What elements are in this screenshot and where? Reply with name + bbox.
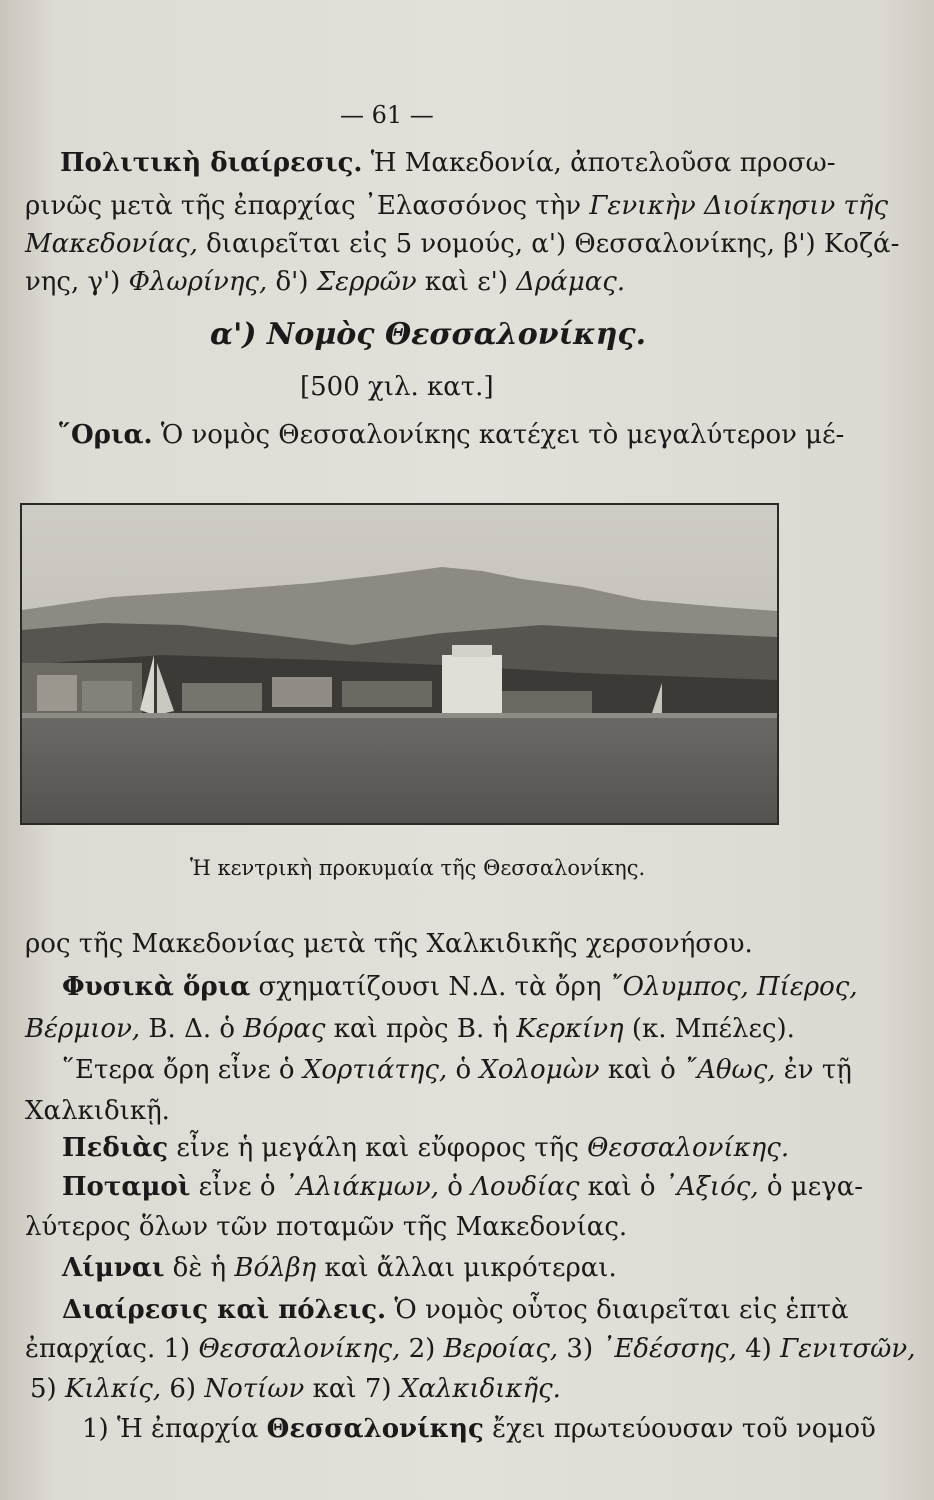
- text-run: 6): [161, 1374, 205, 1404]
- text-run: Ἡ Μακεδονία, ἀποτελοῦσα προσω-: [362, 148, 836, 178]
- text-run-italic: Βεροίας,: [443, 1334, 559, 1364]
- text-run-italic: Θεσσαλονίκης.: [587, 1133, 790, 1163]
- text-run: 2): [400, 1334, 444, 1364]
- text-run: 3): [558, 1334, 602, 1364]
- text-run: ρινῶς μετὰ τῆς ἐπαρχίας ᾿Ελασσόνος τὴν: [25, 191, 590, 221]
- text-run: ἐν τῇ: [775, 1055, 852, 1085]
- text-run: ὁ μεγα-: [758, 1172, 864, 1202]
- section-head-borders: ῞Ορια.: [58, 420, 153, 450]
- text-run-italic: Κιλκίς,: [64, 1374, 162, 1404]
- text-run: ἐπαρχίας. 1): [25, 1334, 199, 1364]
- text-run-italic: Βόρας: [243, 1014, 326, 1044]
- text-run: καὶ πρὸς Β. ἡ: [325, 1014, 517, 1044]
- text-run-italic: Σερρῶν: [316, 267, 417, 297]
- text-run: ὁ: [438, 1172, 472, 1202]
- text-run: 5): [30, 1374, 65, 1404]
- paragraph-lakes: [62, 1253, 617, 1283]
- section-head-lakes: Λίμναι: [62, 1253, 165, 1283]
- text-line: Χαλκιδικῇ.: [25, 1096, 170, 1126]
- text-run-italic: Χολομὼν: [479, 1055, 600, 1085]
- text-run: (κ. Μπέλες).: [623, 1014, 795, 1044]
- paragraph-rivers: [62, 1172, 863, 1202]
- paragraph-political-division: [60, 148, 836, 178]
- text-line: [25, 1334, 915, 1364]
- text-run: σχηματίζουσι Ν.Δ. τὰ ὄρη: [250, 972, 610, 1002]
- text-run-italic: Χαλκιδικῆς.: [399, 1374, 561, 1404]
- text-run-italic: Μακεδονίας,: [25, 229, 198, 259]
- text-run: καὶ ἄλλαι μικρότεραι.: [316, 1253, 617, 1283]
- text-run: καὶ ὁ: [599, 1055, 685, 1085]
- text-run-italic: Βέρμιον,: [25, 1014, 141, 1044]
- text-run-italic: ᾿Αξιός,: [663, 1172, 759, 1202]
- text-run-italic: Χορτιάτης,: [302, 1055, 448, 1085]
- paragraph-borders: [58, 420, 844, 450]
- text-run-italic: ᾿Εδέσσης,: [601, 1334, 737, 1364]
- text-run-bold: Θεσσαλονίκης: [266, 1414, 484, 1444]
- text-run-italic: Λουδίας: [471, 1172, 580, 1202]
- text-run-italic: ῎Ολυμπος, Πίερος,: [609, 972, 858, 1002]
- text-line: [25, 267, 625, 297]
- text-line: [30, 1374, 561, 1404]
- section-heading-nomos-thessalonikis: α') Νομὸς Θεσσαλονίκης.: [210, 317, 647, 352]
- text-run: Β. Δ. ὁ: [140, 1014, 244, 1044]
- text-run: εἶνε ἡ μεγάλη καὶ εὔφορος τῆς: [168, 1133, 588, 1163]
- text-line: ρος τῆς Μακεδονίας μετὰ τῆς Χαλκιδικῆς χερσονήσου.: [25, 929, 753, 959]
- text-run: 1) Ἡ ἐπαρχία: [82, 1414, 267, 1444]
- text-line: [25, 191, 888, 221]
- text-run: ῞Ετερα ὄρη εἶνε ὁ: [62, 1055, 303, 1085]
- text-run: ὁ: [447, 1055, 480, 1085]
- text-run: δὲ ἡ: [164, 1253, 235, 1283]
- text-run: καὶ 7): [304, 1374, 400, 1404]
- text-run-italic: Βόλβη: [234, 1253, 317, 1283]
- section-head-division-cities: Διαίρεσις καὶ πόλεις.: [62, 1295, 387, 1325]
- text-run: διαιρεῖται εἰς 5 νομούς, α') Θεσσαλονίκης, β') Κοζά-: [197, 229, 900, 259]
- text-run: Ὁ νομὸς Θεσσαλονίκης κατέχει τὸ μεγαλύτερον μέ-: [152, 420, 845, 450]
- text-run-italic: ῎Αθως,: [684, 1055, 776, 1085]
- area-note: [500 χιλ. κατ.]: [300, 372, 494, 402]
- photo-caption: Ἡ κεντρικὴ προκυμαία τῆς Θεσσαλονίκης.: [190, 856, 646, 880]
- text-run-italic: Γενιτσῶν,: [780, 1334, 916, 1364]
- text-line: [62, 1055, 852, 1085]
- text-run: δ'): [267, 267, 317, 297]
- text-line: λύτερος ὅλων τῶν ποταμῶν τῆς Μακεδονίας.: [25, 1212, 628, 1242]
- text-run: καὶ ὁ: [579, 1172, 664, 1202]
- paragraph-division-cities: [62, 1295, 849, 1325]
- text-run-italic: ᾿Αλιάκμων,: [283, 1172, 439, 1202]
- text-run-italic: Θεσσαλονίκης,: [198, 1334, 401, 1364]
- text-run: καὶ ε'): [416, 267, 517, 297]
- text-run: ἔχει πρωτεύουσαν τοῦ νομοῦ: [483, 1414, 876, 1444]
- page-number: — 61 —: [340, 101, 434, 129]
- text-run: Ὁ νομὸς οὗτος διαιρεῖται εἰς ἑπτὰ: [386, 1295, 849, 1325]
- text-run: εἶνε ὁ: [190, 1172, 284, 1202]
- section-head-plain: Πεδιὰς: [62, 1133, 169, 1163]
- text-line: [82, 1414, 876, 1444]
- text-run: 4): [736, 1334, 781, 1364]
- text-line: [25, 1014, 795, 1044]
- section-head-rivers: Ποταμοὶ: [62, 1172, 191, 1202]
- text-run-italic: Φλωρίνης,: [128, 267, 268, 297]
- paragraph-natural-borders: [62, 972, 858, 1002]
- text-run: νης, γ'): [25, 267, 129, 297]
- photograph-thessaloniki-waterfront: [20, 503, 779, 825]
- text-run-italic: Κερκίνη: [516, 1014, 624, 1044]
- text-line: [25, 229, 899, 259]
- text-run-italic: Νοτίων: [204, 1374, 305, 1404]
- section-head-natural-borders: Φυσικὰ ὅρια: [62, 972, 251, 1002]
- harbor-photo-image: [22, 505, 777, 823]
- text-run-italic: Δράμας.: [516, 267, 626, 297]
- paragraph-plain: [62, 1133, 789, 1163]
- section-head-political-division: Πολιτικὴ διαίρεσις.: [60, 148, 363, 178]
- text-run-italic: Γενικὴν Διοίκησιν τῆς: [589, 191, 889, 221]
